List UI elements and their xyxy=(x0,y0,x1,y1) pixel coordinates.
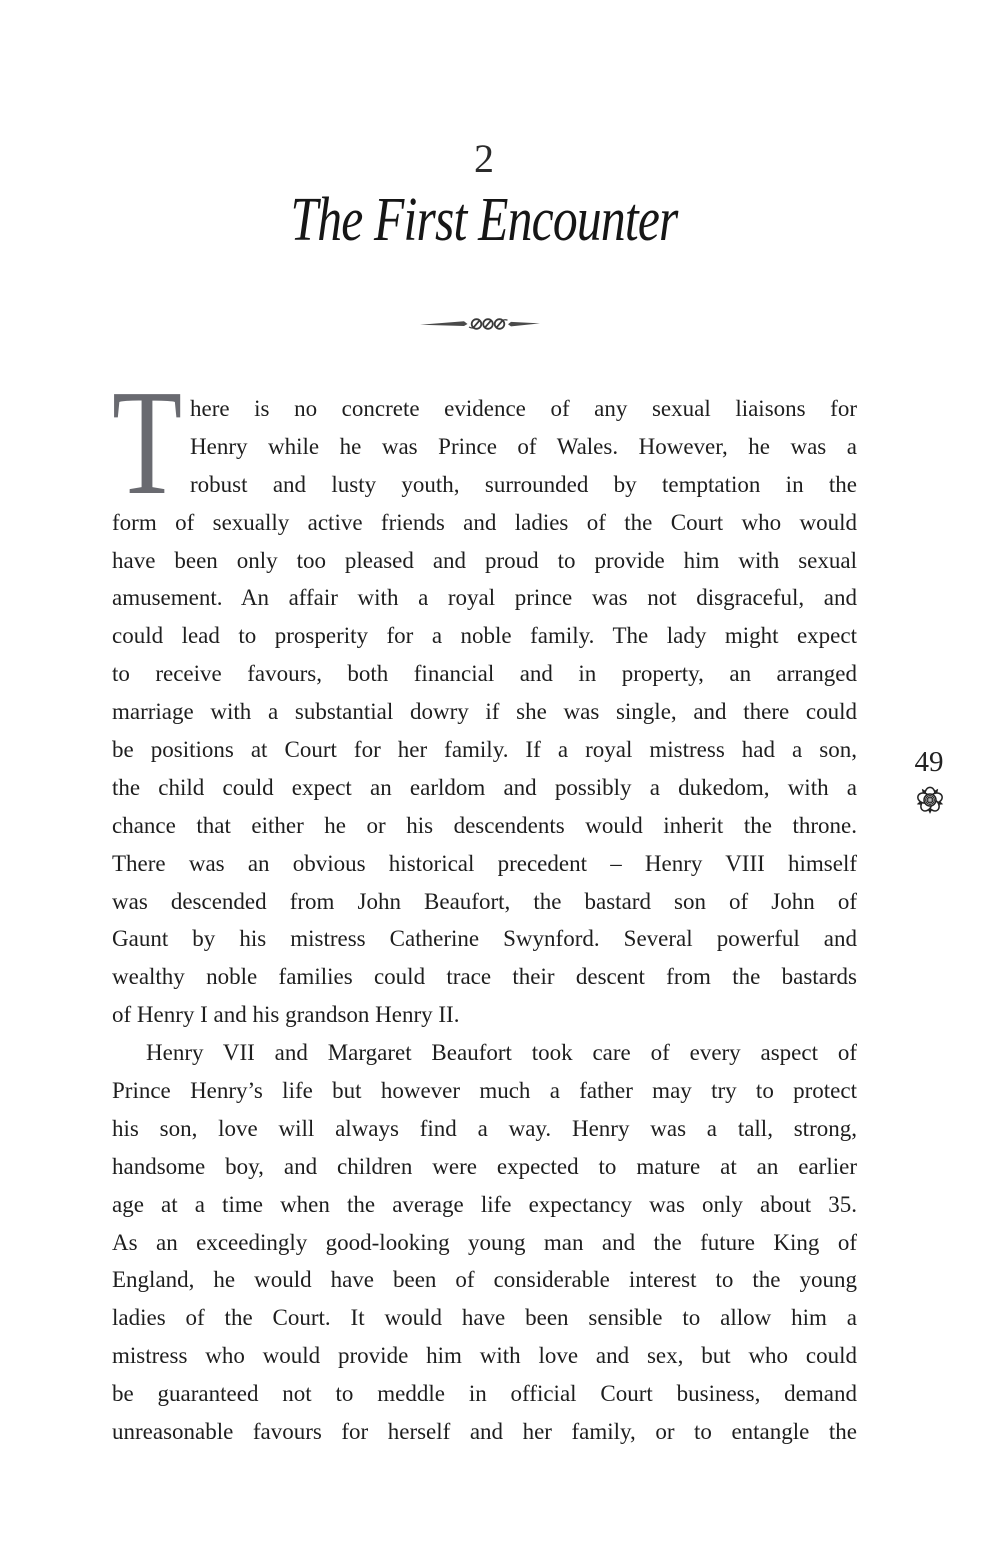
paragraph-1 xyxy=(112,358,857,1034)
text-line: mistress who would provide him with love and sex, but who could xyxy=(112,1343,857,1369)
text-line: the child could expect an earldom and possibly a dukedom, with a xyxy=(112,774,857,800)
text-line: As an exceedingly good-looking young man and the future King of xyxy=(112,1229,857,1255)
text-line: be guaranteed not to meddle in official Court business, demand xyxy=(112,1381,857,1407)
text-line: form of sexually active friends and ladies of the Court who would xyxy=(112,509,857,535)
text-line: robust and lusty youth, surrounded by temptation in the xyxy=(190,471,857,497)
text-line: wealthy noble families could trace their descent from the bastards xyxy=(112,964,857,990)
text-line: here is no concrete evidence of any sexual liaisons for xyxy=(190,396,857,421)
text-line: ladies of the Court. It would have been sensible to allow him a xyxy=(112,1305,857,1331)
text-line: age at a time when the average life expectancy was only about 35. xyxy=(112,1191,857,1217)
drop-cap: T xyxy=(112,358,183,526)
text-line: was descended from John Beaufort, the bastard son of John of xyxy=(112,888,857,914)
text-line: unreasonable favours for herself and her family, or to entangle the xyxy=(112,1419,857,1445)
page-number: 49 xyxy=(914,746,944,778)
text-line: could lead to prosperity for a noble family. The lady might expect xyxy=(112,623,857,649)
text-line: his son, love will always find a way. Henry was a tall, strong, xyxy=(112,1115,857,1141)
text-line: handsome boy, and children were expected to mature at an earlier xyxy=(112,1153,857,1179)
chapter-number: 2 xyxy=(474,136,494,181)
paragraph-2 xyxy=(112,1034,857,1451)
text-line: of Henry I and his grandson Henry II. xyxy=(112,1002,460,1028)
body-text xyxy=(112,358,857,1451)
text-line: There was an obvious historical precedent – Henry VIII himself xyxy=(112,850,857,876)
text-line: Henry while he was Prince of Wales. However, he was a xyxy=(190,433,857,459)
text-line: have been only too pleased and proud to provide him with sexual xyxy=(112,547,857,573)
chapter-title: The First Encounter xyxy=(290,186,678,254)
text-line: marriage with a substantial dowry if she was single, and there could xyxy=(112,699,857,725)
text-line: chance that either he or his descendents would inherit the throne. xyxy=(112,812,857,838)
text-line: Henry VII and Margaret Beaufort took care of every aspect of xyxy=(146,1040,857,1066)
text-line: England, he would have been of considerable interest to the young xyxy=(112,1267,857,1293)
text-line: be positions at Court for her family. If a royal mistress had a son, xyxy=(112,737,857,763)
tudor-rose-icon xyxy=(916,786,944,814)
text-line: amusement. An affair with a royal prince was not disgraceful, and xyxy=(112,585,857,611)
text-line: to receive favours, both financial and in property, an arranged xyxy=(112,661,857,687)
text-line: Prince Henry’s life but however much a father may try to protect xyxy=(112,1078,857,1104)
scroll-divider-icon xyxy=(420,315,540,333)
text-line: Gaunt by his mistress Catherine Swynford. Several powerful and xyxy=(112,926,857,952)
